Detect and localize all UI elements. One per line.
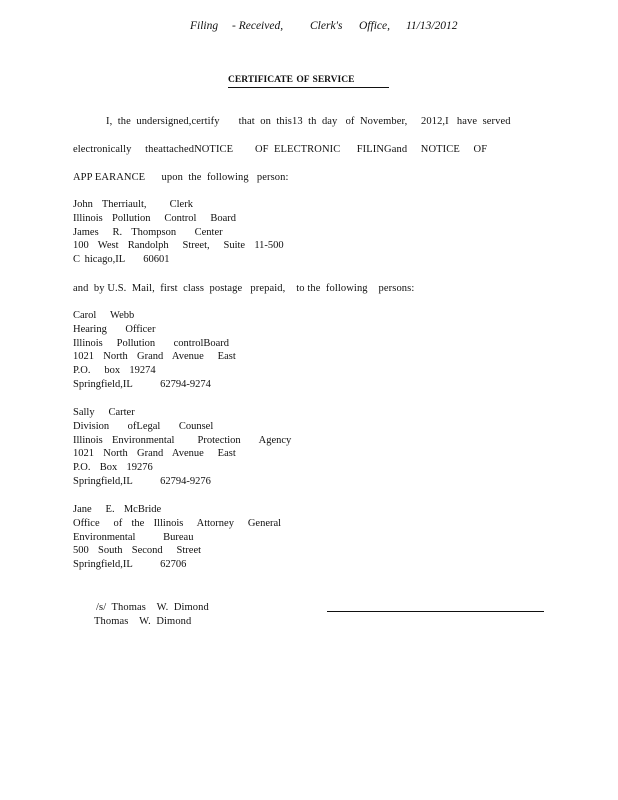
address-line: P.O. Box 19276 [73,462,153,474]
header-received: - Received, [232,20,284,32]
address-line: Carol Webb [73,310,135,321]
address-line: 1021 North Grand Avenue East [73,448,236,460]
address-line: Sally Carter [73,407,135,418]
address-line: James R. Thompson Center [73,226,223,238]
recipient-address-2 [73,406,291,489]
filing-header [0,20,618,36]
signature-line [327,611,544,612]
address-line: John Therriault, Clerk [73,199,193,210]
address-line: 1021 North Grand Avenue East [73,351,236,363]
signer-name: Thomas W. Dimond [94,616,192,627]
header-office: Office, [359,20,390,32]
address-line: Springfield,IL 62794-9276 [73,475,211,487]
address-line: Springfield,IL 62794-9274 [73,378,211,390]
address-line: 500 South Second Street [73,545,202,557]
address-line: Environmental Bureau [73,531,194,543]
address-line: Jane E. McBride [73,504,162,515]
primary-recipient-address [73,198,284,267]
address-line: Division ofLegal Counsel [73,420,214,432]
electronic-signature: /s/ Thomas W. Dimond [96,602,209,613]
header-date: 11/13/2012 [406,20,458,32]
paragraph-line-3: APP EARANCE upon the following person: [73,172,289,183]
paragraph-line-1: I, the undersigned,certify that on this13 th day of November, 2012,I have served [106,116,511,127]
address-line: Springfield,IL 62706 [73,559,187,571]
address-line: Illinois Environmental Protection Agency [73,434,292,446]
address-line: Illinois Pollution Control Board [73,212,237,224]
address-line: 100 West Randolph Street, Suite 11-500 [73,240,284,252]
address-line: Hearing Officer [73,323,156,335]
paragraph-line-2: electronically theattachedNOTICE OF ELECTRONIC FILINGand NOTICE OF [73,144,488,155]
document-title: CERTIFICATE OF SERVICE [228,74,389,88]
recipient-address-1 [73,309,236,392]
header-clerks: Clerk's [310,20,343,32]
recipient-address-3 [73,503,281,572]
address-line: C hicago,IL 60601 [73,254,170,266]
address-line: Illinois Pollution controlBoard [73,337,230,349]
address-line: Office of the Illinois Attorney General [73,517,282,529]
mail-service-line: and by U.S. Mail, first class postage prepaid, to the following persons: [73,283,415,294]
address-line: P.O. box 19274 [73,365,156,377]
header-filing: Filing [190,20,219,32]
